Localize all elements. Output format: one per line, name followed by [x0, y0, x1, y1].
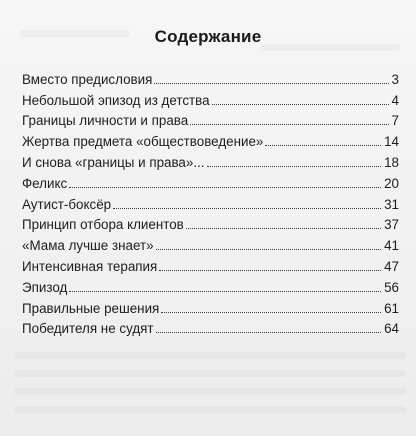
- toc-entry-title: Вместо предисловия: [22, 71, 153, 87]
- toc-entry-page: 47: [384, 258, 399, 274]
- toc-entry: [22, 316, 399, 337]
- dot-leader: [156, 249, 382, 250]
- toc-entry: [22, 191, 399, 212]
- toc-entry-page: 18: [384, 154, 399, 170]
- toc-entry: [22, 232, 399, 253]
- reverse-page-bleed: [14, 370, 406, 377]
- reverse-page-bleed: [14, 406, 406, 413]
- toc-entry-page: 37: [384, 217, 399, 233]
- page-title: Содержание: [154, 27, 262, 46]
- dot-leader: [69, 187, 381, 188]
- reverse-page-bleed: [14, 388, 406, 395]
- reverse-page-bleed: [14, 352, 406, 359]
- toc-entry-title: Правильные решения: [22, 300, 160, 316]
- toc-entry-page: 31: [384, 196, 399, 212]
- toc-entry-title: Небольшой эпизод из детства: [22, 92, 210, 108]
- dot-leader: [207, 166, 382, 167]
- table-of-contents: [22, 66, 399, 336]
- toc-entry: [22, 295, 399, 316]
- dot-leader: [154, 83, 388, 84]
- toc-entry-page: 64: [384, 321, 399, 337]
- toc-entry: [22, 253, 399, 274]
- toc-entry-title: Принцип отбора клиентов: [22, 217, 184, 233]
- toc-entry-page: 56: [384, 279, 399, 295]
- toc-entry: [22, 87, 399, 108]
- toc-entry: [22, 108, 399, 129]
- dot-leader: [190, 124, 388, 125]
- toc-entry-title: Интенсивная терапия: [22, 258, 158, 274]
- toc-entry: [22, 274, 399, 295]
- toc-entry-page: 41: [384, 238, 399, 254]
- toc-entry: [22, 66, 399, 87]
- toc-entry-title: И снова «границы и права»...: [22, 154, 205, 170]
- toc-entry-title: «Мама лучше знает»: [22, 238, 154, 254]
- toc-entry-page: 4: [391, 92, 399, 108]
- toc-entry-title: Победителя не судят: [22, 321, 154, 337]
- toc-entry-title: Границы личности и права: [22, 113, 189, 129]
- toc-entry-page: 3: [391, 71, 399, 87]
- dot-leader: [113, 208, 381, 209]
- toc-entry-title: Аутист-боксёр: [22, 196, 112, 212]
- dot-leader: [159, 270, 381, 271]
- toc-entry-page: 14: [384, 134, 399, 150]
- dot-leader: [186, 228, 381, 229]
- dot-leader: [156, 332, 382, 333]
- toc-entry-title: Жертва предмета «обществоведение»: [22, 134, 264, 150]
- toc-entry-page: 7: [391, 113, 399, 129]
- toc-entry: [22, 128, 399, 149]
- toc-entry-page: 20: [384, 175, 399, 191]
- toc-entry: [22, 149, 399, 170]
- toc-entry: [22, 212, 399, 233]
- toc-entry-title: Эпизод: [22, 279, 68, 295]
- toc-entry: [22, 170, 399, 191]
- dot-leader: [265, 145, 381, 146]
- dot-leader: [69, 291, 381, 292]
- dot-leader: [212, 104, 389, 105]
- toc-entry-page: 61: [384, 300, 399, 316]
- dot-leader: [161, 312, 381, 313]
- toc-entry-title: Феликс: [22, 175, 68, 191]
